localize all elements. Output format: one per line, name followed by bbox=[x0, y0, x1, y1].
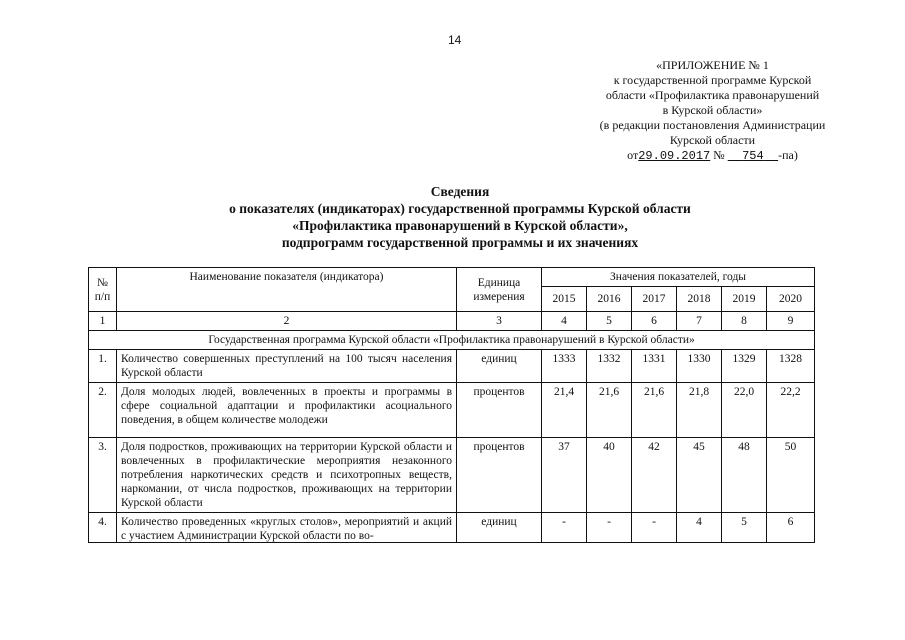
heading-line: подпрограмм государственной программы и их значениях bbox=[281, 235, 639, 250]
indicators-table bbox=[88, 267, 815, 543]
appendix-block bbox=[585, 58, 840, 164]
indicator-unit: процентов bbox=[457, 383, 542, 438]
header-row bbox=[89, 268, 815, 287]
indicator-value: 48 bbox=[722, 438, 767, 513]
column-number: 7 bbox=[677, 312, 722, 331]
indicator-value: 22,2 bbox=[767, 383, 815, 438]
indicator-value: 21,4 bbox=[542, 383, 587, 438]
col-header-values: Значения показателей, годы bbox=[542, 268, 815, 287]
column-number: 6 bbox=[632, 312, 677, 331]
indicator-value: 21,6 bbox=[587, 383, 632, 438]
resolution-number: 754 bbox=[742, 149, 764, 163]
indicator-value: 40 bbox=[587, 438, 632, 513]
number-suffix: -па) bbox=[778, 148, 798, 162]
indicator-value: 50 bbox=[767, 438, 815, 513]
row-number: 1. bbox=[89, 350, 117, 383]
indicator-value: 1329 bbox=[722, 350, 767, 383]
appendix-line: области «Профилактика правонарушений bbox=[605, 88, 820, 102]
indicator-unit: единиц bbox=[457, 350, 542, 383]
column-number: 2 bbox=[117, 312, 457, 331]
date-prefix: от bbox=[627, 148, 639, 162]
column-number: 9 bbox=[767, 312, 815, 331]
row-number: 2. bbox=[89, 383, 117, 438]
row-number: 3. bbox=[89, 438, 117, 513]
appendix-line: в Курской области» bbox=[662, 103, 763, 117]
document-heading bbox=[150, 183, 770, 251]
row-number: 4. bbox=[89, 513, 117, 543]
column-number: 5 bbox=[587, 312, 632, 331]
year-header: 2019 bbox=[722, 287, 767, 312]
indicator-value: 5 bbox=[722, 513, 767, 543]
year-header: 2016 bbox=[587, 287, 632, 312]
indicator-value: 21,8 bbox=[677, 383, 722, 438]
year-header: 2020 bbox=[767, 287, 815, 312]
indicator-value: 1330 bbox=[677, 350, 722, 383]
indicator-value: 42 bbox=[632, 438, 677, 513]
year-header: 2015 bbox=[542, 287, 587, 312]
indicator-name: Доля молодых людей, вовлеченных в проекты и программы в сфере социальной адаптации и профилактики асоциального поведения, в общем количестве молодежи bbox=[117, 383, 457, 438]
number-prefix: № bbox=[713, 148, 725, 162]
column-number: 1 bbox=[89, 312, 117, 331]
indicator-value: - bbox=[632, 513, 677, 543]
heading-line: о показателях (индикаторах) государственной программы Курской области bbox=[229, 201, 691, 216]
table-row bbox=[89, 513, 815, 543]
heading-line: «Профилактика правонарушений в Курской области», bbox=[292, 218, 628, 233]
indicator-value: 1331 bbox=[632, 350, 677, 383]
appendix-title: «ПРИЛОЖЕНИЕ № 1 bbox=[656, 58, 769, 72]
table-row bbox=[89, 438, 815, 513]
indicator-value: 21,6 bbox=[632, 383, 677, 438]
indicator-value: 4 bbox=[677, 513, 722, 543]
indicator-value: 1328 bbox=[767, 350, 815, 383]
indicator-name: Доля подростков, проживающих на территории Курской области и вовлеченных в профилактические мероприятия незаконного потребления наркотических средств и психотропных веществ, наркомании, от числа подростков, проживающих на территории Курской области bbox=[117, 438, 457, 513]
column-numbers-row bbox=[89, 312, 815, 331]
indicator-value: 1332 bbox=[587, 350, 632, 383]
col-header-no: № п/п bbox=[89, 268, 117, 312]
column-number: 3 bbox=[457, 312, 542, 331]
indicator-unit: единиц bbox=[457, 513, 542, 543]
program-title: Государственная программа Курской области «Профилактика правонарушений в Курской области» bbox=[89, 331, 815, 350]
col-header-unit: Единица измерения bbox=[457, 268, 542, 312]
indicator-value: - bbox=[542, 513, 587, 543]
indicator-value: 37 bbox=[542, 438, 587, 513]
indicator-name: Количество проведенных «круглых столов», мероприятий и акций с участием Администрации Курской области по во- bbox=[117, 513, 457, 543]
col-header-name: Наименование показателя (индикатора) bbox=[117, 268, 457, 312]
indicator-value: 1333 bbox=[542, 350, 587, 383]
column-number: 8 bbox=[722, 312, 767, 331]
appendix-line: (в редакции постановления Администрации bbox=[599, 118, 826, 132]
program-title-row bbox=[89, 331, 815, 350]
appendix-line: Курской области bbox=[669, 133, 756, 147]
column-number: 4 bbox=[542, 312, 587, 331]
indicator-value: - bbox=[587, 513, 632, 543]
year-header: 2018 bbox=[677, 287, 722, 312]
heading-title: Сведения bbox=[430, 184, 490, 199]
indicator-value: 6 bbox=[767, 513, 815, 543]
table-row bbox=[89, 350, 815, 383]
year-header: 2017 bbox=[632, 287, 677, 312]
indicator-value: 22,0 bbox=[722, 383, 767, 438]
appendix-line: к государственной программе Курской bbox=[613, 73, 812, 87]
table-row bbox=[89, 383, 815, 438]
page-number: 14 bbox=[448, 33, 462, 47]
appendix-date-line bbox=[585, 148, 840, 164]
resolution-date: 29.09.2017 bbox=[638, 149, 711, 163]
indicator-name: Количество совершенных преступлений на 100 тысяч населения Курской области bbox=[117, 350, 457, 383]
indicator-unit: процентов bbox=[457, 438, 542, 513]
indicator-value: 45 bbox=[677, 438, 722, 513]
